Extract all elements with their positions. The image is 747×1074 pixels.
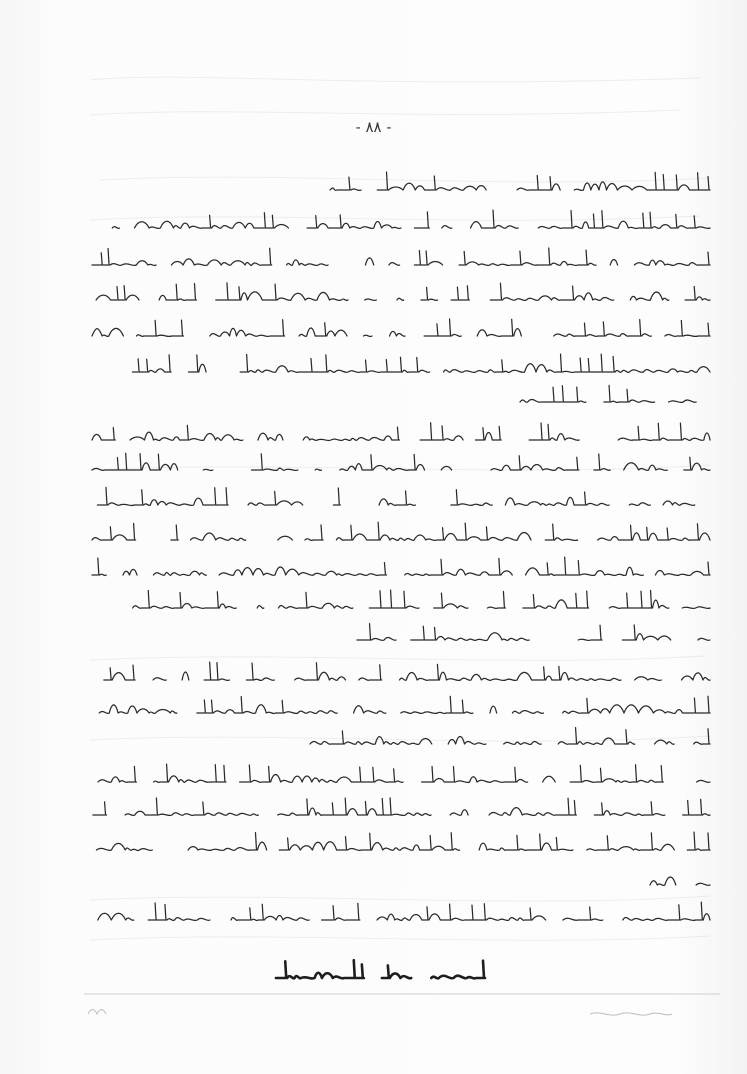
text-line <box>92 423 710 441</box>
text-line <box>86 696 710 713</box>
text-line <box>98 902 710 920</box>
text-line <box>92 453 710 470</box>
text-line <box>314 624 710 641</box>
text-line <box>94 210 710 228</box>
text-line <box>96 283 710 301</box>
text-line <box>92 522 710 540</box>
text-line <box>97 488 694 506</box>
text-line <box>650 877 710 885</box>
footer-notes <box>88 1010 672 1016</box>
text-line <box>96 590 710 608</box>
text-line <box>92 319 710 337</box>
text-line <box>92 248 710 266</box>
colophon-line <box>276 960 485 978</box>
page-number: - ٨٨ - <box>355 118 392 136</box>
text-line <box>520 385 696 402</box>
text-line <box>96 832 710 850</box>
text-line <box>86 662 710 680</box>
text-line <box>310 728 710 745</box>
text-line <box>330 172 710 190</box>
text-line <box>92 557 710 575</box>
text-line <box>93 798 710 816</box>
text-line <box>86 764 710 782</box>
text-line <box>113 354 710 372</box>
